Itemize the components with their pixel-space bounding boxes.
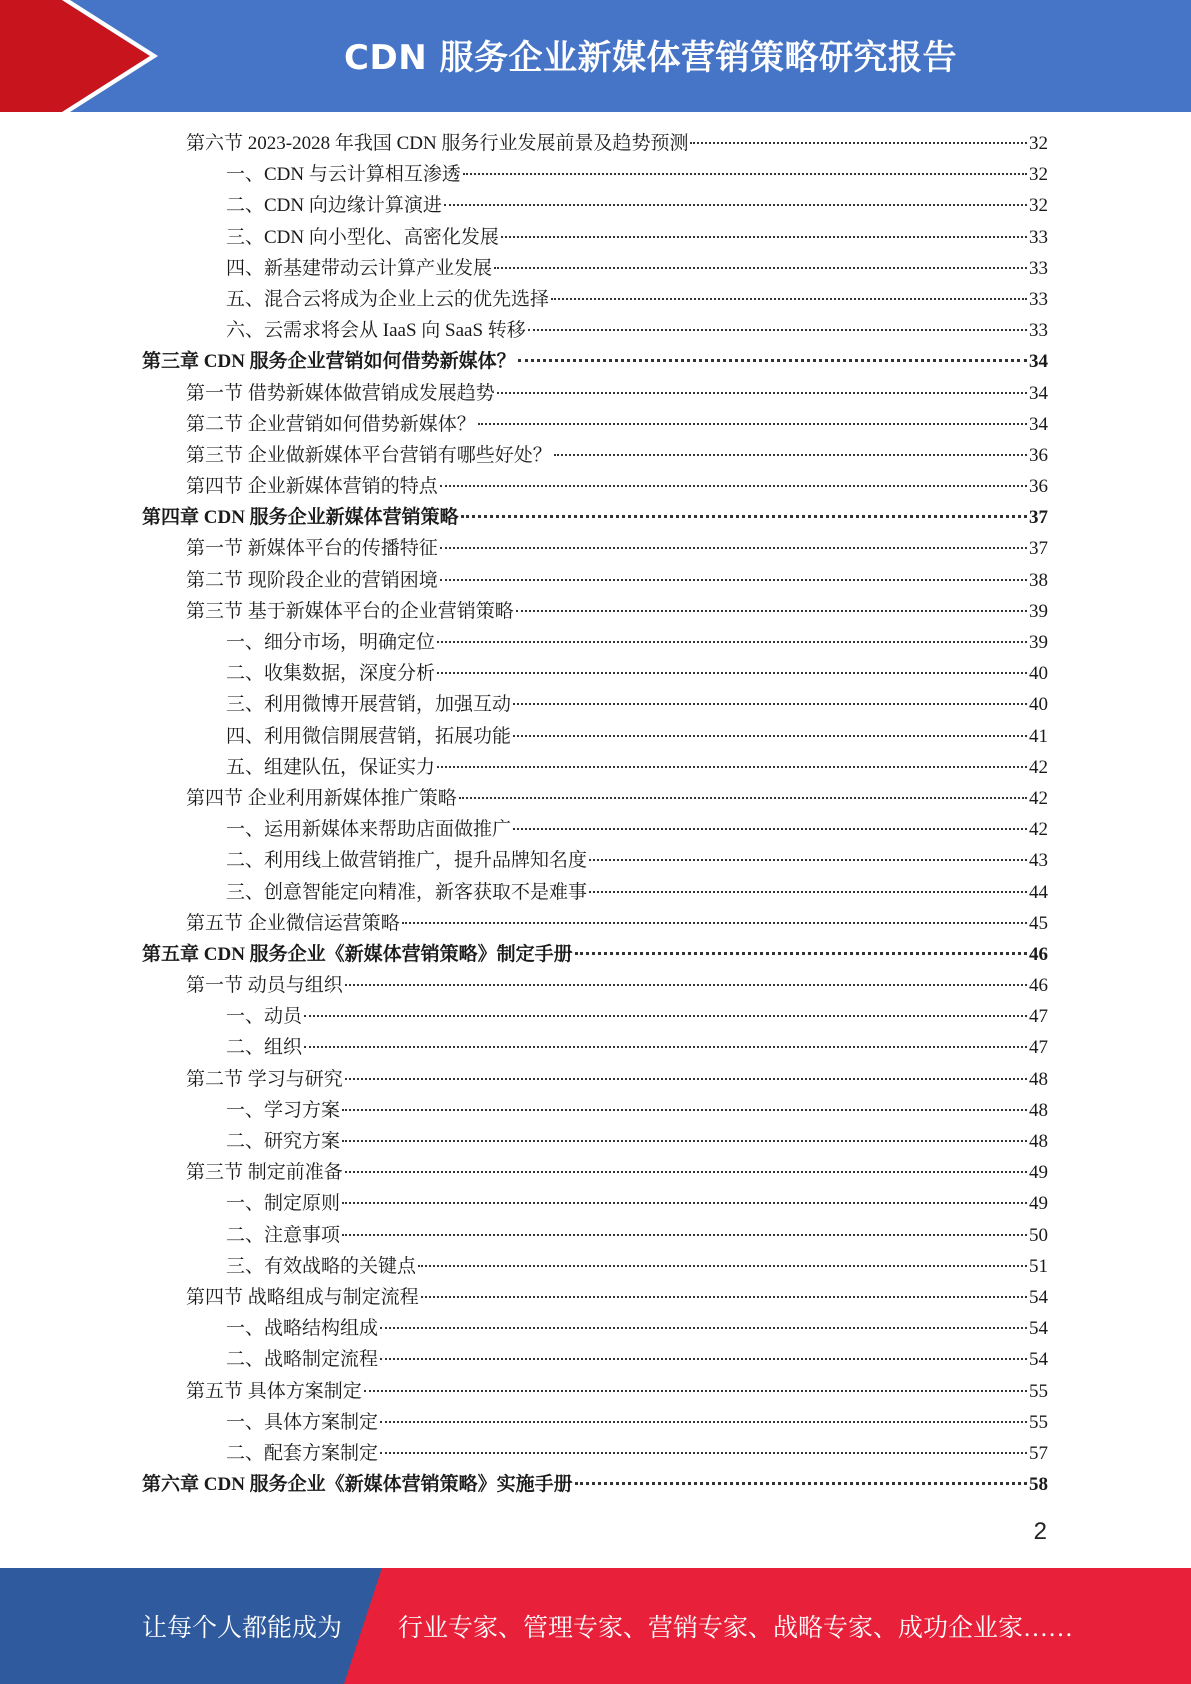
toc-dot-leader (380, 1421, 1027, 1423)
toc-entry-label: 第四节 企业新媒体营销的特点 (186, 476, 438, 498)
toc-dot-leader (501, 236, 1027, 238)
toc-dot-leader (461, 515, 1027, 518)
toc-entry-page: 55 (1029, 1380, 1048, 1402)
toc-entry-label: 第二节 现阶段企业的营销困境 (186, 569, 438, 591)
toc-entry-page: 45 (1029, 912, 1048, 934)
toc-dot-leader (304, 1046, 1027, 1048)
toc-section-entry[interactable] (142, 471, 1048, 502)
toc-section-entry[interactable] (142, 783, 1048, 814)
toc-entry-label: 第三章 CDN 服务企业营销如何借势新媒体？ (142, 351, 516, 373)
toc-dot-leader (459, 797, 1027, 799)
toc-dot-leader (463, 173, 1027, 175)
toc-entry-page: 34 (1029, 382, 1048, 404)
toc-entry-label: 五、组建队伍，保证实力 (226, 756, 436, 778)
toc-entry-label: 三、有效战略的关键点 (226, 1255, 417, 1277)
toc-entry-label: 第一节 借势新媒体做营销成发展趋势 (186, 382, 495, 404)
toc-entry-label: 第二节 学习与研究 (186, 1068, 343, 1090)
toc-dot-leader (342, 1234, 1027, 1236)
toc-entry-page: 38 (1029, 569, 1048, 591)
toc-dot-leader (364, 1390, 1027, 1392)
toc-dot-leader (437, 672, 1027, 674)
toc-dot-leader (345, 1171, 1027, 1173)
toc-subsection-entry[interactable] (142, 253, 1048, 284)
toc-dot-leader (497, 392, 1027, 394)
toc-entry-label: 二、收集数据，深度分析 (226, 663, 436, 685)
toc-entry-page: 44 (1029, 881, 1048, 903)
toc-entry-page: 39 (1029, 632, 1048, 653)
toc-subsection-entry[interactable] (142, 658, 1048, 689)
toc-subsection-entry[interactable] (142, 190, 1048, 221)
toc-subsection-entry[interactable] (142, 877, 1048, 908)
toc-entry-label: 第四节 战略组成与制定流程 (186, 1286, 419, 1308)
toc-entry-label: 一、制定原则 (226, 1193, 341, 1215)
toc-subsection-entry[interactable] (142, 1438, 1048, 1469)
toc-dot-leader (345, 984, 1027, 986)
toc-entry-label: 第三节 企业做新媒体平台营销有哪些好处？ (186, 444, 552, 466)
toc-dot-leader (342, 1109, 1027, 1111)
toc-subsection-entry[interactable] (142, 1032, 1048, 1063)
toc-dot-leader (437, 766, 1027, 768)
toc-entry-page: 34 (1029, 351, 1048, 373)
toc-entry-label: 第一节 动员与组织 (186, 975, 343, 997)
toc-entry-page: 39 (1029, 600, 1048, 622)
toc-entry-label: 第五节 企业微信运营策略 (186, 912, 400, 934)
toc-dot-leader (440, 485, 1027, 487)
toc-entry-page: 58 (1029, 1474, 1048, 1496)
report-title: CDN 服务企业新媒体营销策略研究报告 (344, 37, 957, 78)
toc-dot-leader (440, 579, 1027, 581)
toc-entry-label: 一、运用新媒体来帮助店面做推广 (226, 819, 512, 841)
header-red-arrow (0, 0, 150, 112)
toc-subsection-entry[interactable] (142, 1344, 1048, 1375)
page-number: 2 (1033, 1518, 1047, 1545)
toc-entry-label: 一、动员 (226, 1006, 303, 1028)
toc-subsection-entry[interactable] (142, 1001, 1048, 1032)
toc-entry-label: 三、利用微博开展营销，加强互动 (226, 694, 512, 716)
toc-section-entry[interactable] (142, 378, 1048, 409)
toc-entry-label: 四、利用微信開展营销，拓展功能 (226, 725, 512, 747)
toc-entry-label: 第四节 企业利用新媒体推广策略 (186, 787, 457, 809)
toc-entry-label: 第二节 企业营销如何借势新媒体？ (186, 413, 476, 435)
toc-section-entry[interactable] (142, 1157, 1048, 1188)
toc-chapter-entry[interactable] (142, 502, 1048, 533)
toc-entry-page: 49 (1029, 1193, 1048, 1215)
toc-section-entry[interactable] (142, 128, 1048, 159)
toc-entry-label: 四、新基建带动云计算产业发展 (226, 257, 493, 279)
toc-dot-leader (528, 329, 1027, 331)
toc-dot-leader (494, 267, 1027, 269)
toc-dot-leader (345, 1078, 1027, 1080)
toc-dot-leader (478, 423, 1027, 425)
toc-entry-page: 32 (1029, 133, 1048, 154)
toc-dot-leader (402, 922, 1027, 924)
toc-entry-page: 37 (1029, 538, 1048, 560)
toc-entry-page: 42 (1029, 819, 1048, 841)
toc-subsection-entry[interactable] (142, 222, 1048, 253)
toc-entry-label: 六、云需求将会从 IaaS 向 SaaS 转移 (226, 320, 526, 342)
toc-dot-leader (437, 641, 1027, 643)
toc-dot-leader (554, 454, 1027, 456)
toc-chapter-entry[interactable] (142, 1469, 1048, 1500)
toc-entry-label: 第三节 制定前准备 (186, 1162, 343, 1184)
toc-dot-leader (513, 703, 1027, 705)
toc-entry-label: 第三节 基于新媒体平台的企业营销策略 (186, 600, 514, 622)
footer-slogan-left: 让每个人都能成为 (142, 1615, 343, 1642)
toc-entry-page: 33 (1029, 320, 1048, 342)
toc-entry-page: 34 (1029, 413, 1048, 435)
table-of-contents (142, 128, 1048, 1500)
toc-subsection-entry[interactable] (142, 1188, 1048, 1219)
toc-dot-leader (575, 952, 1027, 955)
toc-dot-leader (513, 828, 1027, 830)
toc-subsection-entry[interactable] (142, 1313, 1048, 1344)
toc-entry-page: 32 (1029, 195, 1048, 217)
toc-entry-page: 42 (1029, 787, 1048, 809)
toc-entry-page: 54 (1029, 1286, 1048, 1308)
toc-section-entry[interactable] (142, 1282, 1048, 1313)
toc-dot-leader (418, 1265, 1027, 1267)
toc-dot-leader (575, 1482, 1027, 1485)
toc-section-entry[interactable] (142, 533, 1048, 564)
toc-entry-label: 第五章 CDN 服务企业《新媒体营销策略》制定手册 (142, 943, 573, 965)
toc-entry-label: 五、混合云将成为企业上云的优先选择 (226, 288, 550, 310)
toc-entry-page: 48 (1029, 1068, 1048, 1090)
toc-subsection-entry[interactable] (142, 752, 1048, 783)
toc-dot-leader (342, 1202, 1027, 1204)
toc-entry-page: 55 (1029, 1411, 1048, 1433)
toc-entry-page: 33 (1029, 257, 1048, 279)
toc-entry-page: 37 (1029, 507, 1048, 529)
footer-slogan-right: 行业专家、管理专家、营销专家、战略专家、成功企业家…… (398, 1615, 1074, 1642)
toc-entry-page: 36 (1029, 444, 1048, 466)
toc-section-entry[interactable] (142, 908, 1048, 939)
toc-entry-label: 三、CDN 向小型化、高密化发展 (226, 226, 499, 248)
toc-section-entry[interactable] (142, 1376, 1048, 1407)
page-header (0, 0, 1191, 112)
toc-entry-label: 一、战略结构组成 (226, 1318, 379, 1340)
toc-entry-label: 二、注意事项 (226, 1224, 341, 1246)
toc-entry-label: 第四章 CDN 服务企业新媒体营销策略 (142, 507, 459, 529)
toc-entry-label: 二、战略制定流程 (226, 1349, 379, 1371)
toc-subsection-entry[interactable] (142, 627, 1048, 658)
toc-dot-leader (380, 1327, 1027, 1329)
toc-entry-page: 36 (1029, 476, 1048, 498)
toc-entry-page: 54 (1029, 1318, 1048, 1340)
toc-entry-label: 一、学习方案 (226, 1099, 341, 1121)
toc-entry-page: 47 (1029, 1006, 1048, 1028)
toc-subsection-entry[interactable] (142, 1126, 1048, 1157)
toc-subsection-entry[interactable] (142, 845, 1048, 876)
toc-dot-leader (380, 1452, 1027, 1454)
toc-entry-label: 第六节 2023-2028 年我国 CDN 服务行业发展前景及趋势预测 (186, 133, 689, 154)
toc-dot-leader (518, 359, 1027, 362)
toc-entry-page: 43 (1029, 850, 1048, 872)
toc-entry-label: 第五节 具体方案制定 (186, 1380, 362, 1402)
toc-entry-label: 二、CDN 向边缘计算演进 (226, 195, 442, 217)
toc-dot-leader (440, 547, 1027, 549)
toc-dot-leader (444, 204, 1027, 206)
toc-subsection-entry[interactable] (142, 1220, 1048, 1251)
toc-entry-label: 一、CDN 与云计算相互渗透 (226, 164, 461, 186)
toc-subsection-entry[interactable] (142, 284, 1048, 315)
toc-entry-label: 三、创意智能定向精准，新客获取不是难事 (226, 881, 588, 903)
toc-subsection-entry[interactable] (142, 1095, 1048, 1126)
toc-dot-leader (589, 891, 1027, 893)
toc-entry-page: 46 (1029, 943, 1048, 965)
toc-dot-leader (516, 610, 1027, 612)
toc-section-entry[interactable] (142, 970, 1048, 1001)
toc-section-entry[interactable] (142, 565, 1048, 596)
toc-entry-page: 49 (1029, 1162, 1048, 1184)
toc-dot-leader (690, 142, 1027, 144)
toc-entry-label: 二、研究方案 (226, 1131, 341, 1152)
toc-subsection-entry[interactable] (142, 814, 1048, 845)
toc-entry-page: 54 (1029, 1349, 1048, 1371)
toc-entry-label: 第六章 CDN 服务企业《新媒体营销策略》实施手册 (142, 1474, 573, 1496)
toc-entry-page: 40 (1029, 694, 1048, 716)
toc-dot-leader (304, 1015, 1027, 1017)
toc-entry-page: 33 (1029, 226, 1048, 248)
toc-dot-leader (589, 859, 1027, 861)
toc-entry-page: 48 (1029, 1131, 1048, 1152)
toc-subsection-entry[interactable] (142, 1251, 1048, 1282)
toc-entry-label: 一、细分市场，明确定位 (226, 632, 436, 653)
toc-dot-leader (380, 1358, 1027, 1360)
toc-entry-page: 32 (1029, 164, 1048, 186)
toc-entry-page: 41 (1029, 725, 1048, 747)
toc-dot-leader (513, 735, 1027, 737)
toc-entry-label: 一、具体方案制定 (226, 1411, 379, 1433)
toc-subsection-entry[interactable] (142, 689, 1048, 720)
toc-entry-page: 57 (1029, 1442, 1048, 1464)
toc-entry-label: 二、利用线上做营销推广，提升品牌知名度 (226, 850, 588, 872)
toc-subsection-entry[interactable] (142, 721, 1048, 752)
toc-entry-page: 46 (1029, 975, 1048, 997)
toc-entry-page: 51 (1029, 1255, 1048, 1277)
toc-entry-page: 33 (1029, 288, 1048, 310)
toc-entry-page: 40 (1029, 663, 1048, 685)
toc-entry-page: 47 (1029, 1037, 1048, 1059)
toc-chapter-entry[interactable] (142, 939, 1048, 970)
toc-entry-page: 50 (1029, 1224, 1048, 1246)
toc-section-entry[interactable] (142, 596, 1048, 627)
toc-dot-leader (342, 1140, 1027, 1142)
page-footer (0, 1568, 1191, 1684)
toc-entry-label: 二、组织 (226, 1037, 303, 1059)
toc-section-entry[interactable] (142, 409, 1048, 440)
toc-subsection-entry[interactable] (142, 1407, 1048, 1438)
toc-section-entry[interactable] (142, 440, 1048, 471)
toc-entry-label: 第一节 新媒体平台的传播特征 (186, 538, 438, 560)
toc-entry-page: 42 (1029, 756, 1048, 778)
toc-entry-page: 48 (1029, 1099, 1048, 1121)
toc-chapter-entry[interactable] (142, 346, 1048, 377)
toc-dot-leader (421, 1296, 1027, 1298)
toc-subsection-entry[interactable] (142, 159, 1048, 190)
toc-dot-leader (551, 298, 1027, 300)
toc-section-entry[interactable] (142, 1064, 1048, 1095)
toc-subsection-entry[interactable] (142, 315, 1048, 346)
toc-entry-label: 二、配套方案制定 (226, 1442, 379, 1464)
